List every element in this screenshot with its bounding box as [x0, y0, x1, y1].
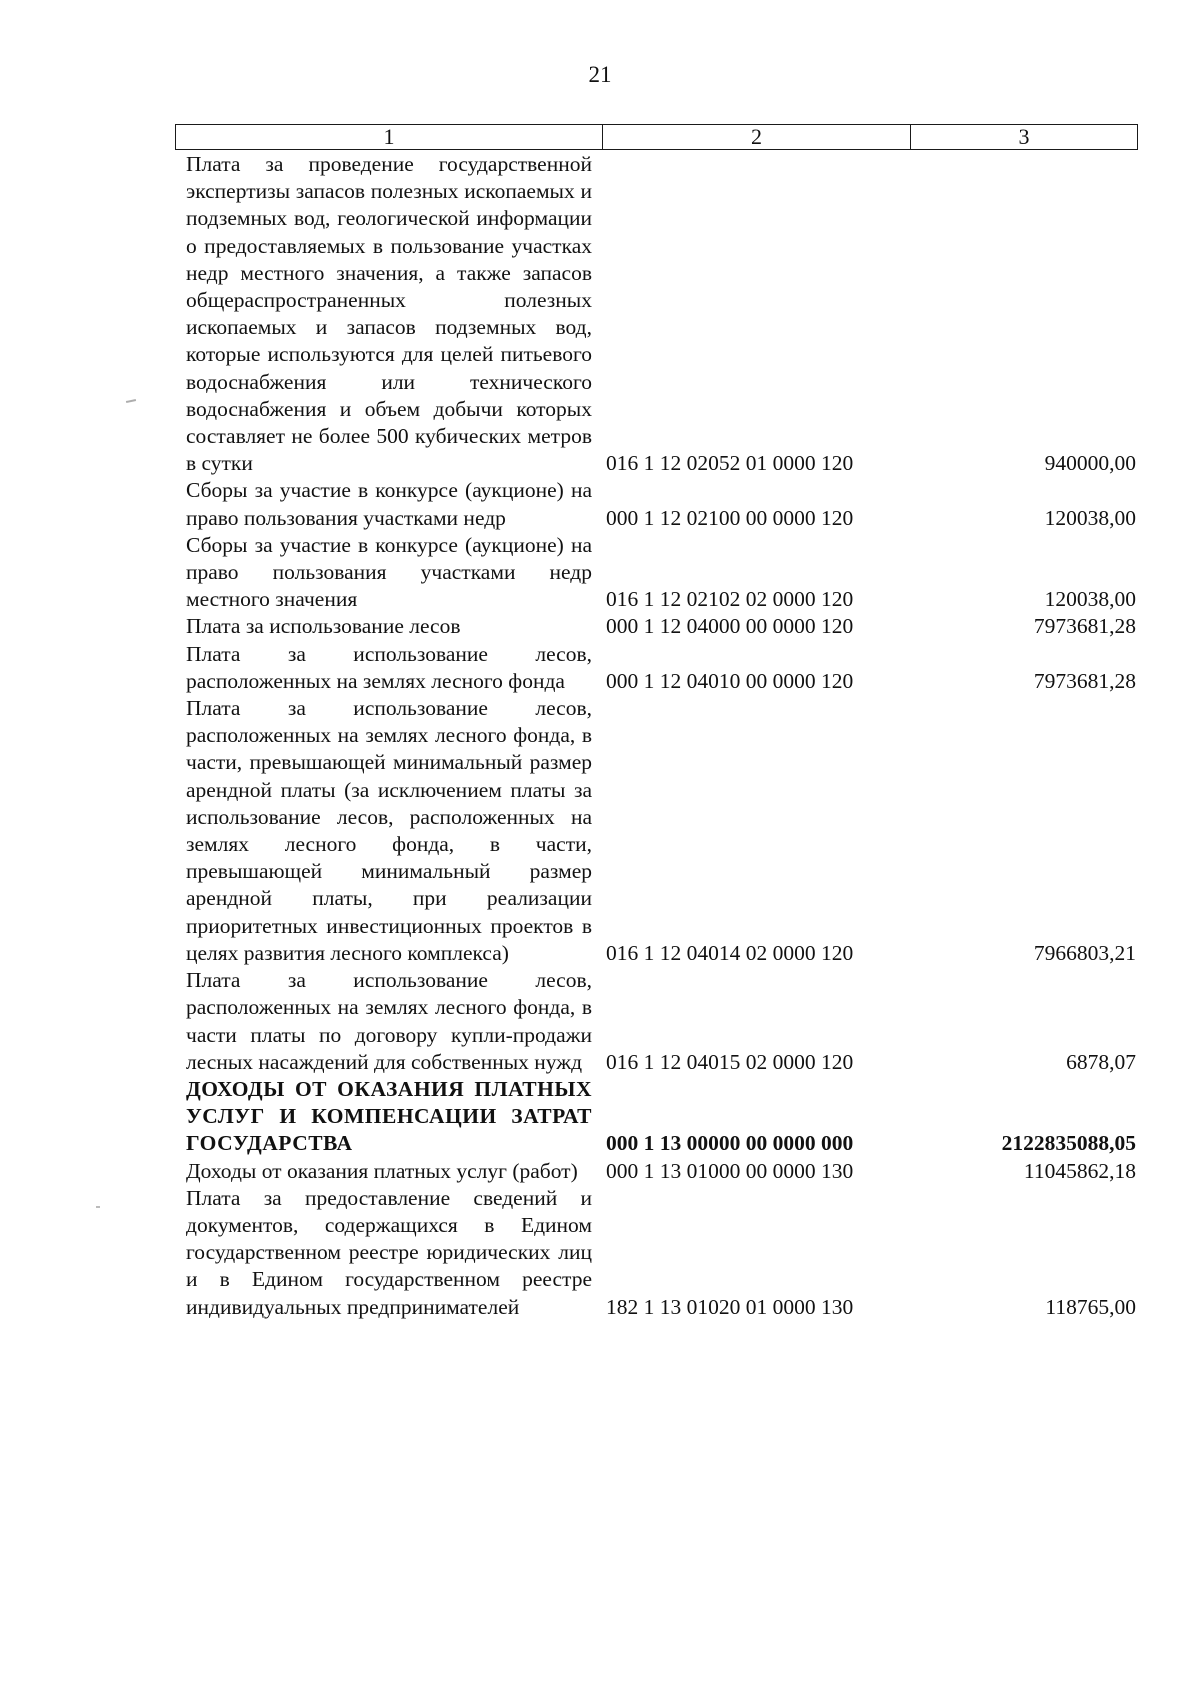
header-col-1: 1 [176, 125, 603, 149]
table-row [186, 1185, 1136, 1321]
row-description: Плата за использование лесов [186, 614, 461, 639]
row-description: Плата за использование лесов, расположенных на землях лесного фонда [186, 641, 592, 693]
row-code: 016 1 12 02052 01 0000 120 [606, 451, 854, 476]
row-code: 000 1 13 01000 00 0000 130 [606, 1158, 854, 1183]
row-description: Плата за предоставление сведений и документов, содержащихся в Едином государственном реестре юридических лиц и в Едином государственном реестре индивидуальных предпринимателей [186, 1185, 592, 1319]
row-code: 000 1 12 02100 00 0000 120 [606, 505, 854, 530]
row-code: 000 1 12 04000 00 0000 120 [606, 614, 854, 639]
row-description: Плата за использование лесов, расположенных на землях лесного фонда, в части платы по договору купли-продажи лесных насаждений для собственных нужд [186, 968, 592, 1074]
table-row [186, 613, 1136, 640]
table-body [186, 151, 1136, 1321]
row-amount: 940000,00 [1044, 451, 1136, 476]
row-amount: 7973681,28 [1033, 614, 1136, 639]
row-amount: 120038,00 [1044, 587, 1136, 612]
row-code: 016 1 12 02102 02 0000 120 [606, 587, 854, 612]
row-code: 182 1 13 01020 01 0000 130 [606, 1294, 854, 1319]
row-description: ДОХОДЫ ОТ ОКАЗАНИЯ ПЛАТНЫХ УСЛУГ И КОМПЕНСАЦИИ ЗАТРАТ ГОСУДАРСТВА [186, 1076, 592, 1156]
table-header [175, 124, 1138, 150]
page-number: 21 [588, 62, 612, 87]
row-amount: 11045862,18 [1023, 1158, 1136, 1183]
row-code: 016 1 12 04015 02 0000 120 [606, 1049, 854, 1074]
table-row [186, 641, 1136, 695]
row-description: Плата за использование лесов, расположенных на землях лесного фонда, в части, превышающей минимальный размер арендной платы (за исключением платы за использование лесов, расположенных на землях лесного фонда, в части, превышающей минимальный размер арендной платы, при реализации приоритетных инвестиционных проектов в целях развития лесного комплекса) [186, 696, 592, 965]
table-row [186, 477, 1136, 531]
row-code: 016 1 12 04014 02 0000 120 [606, 940, 854, 965]
row-description: Сборы за участие в конкурсе (аукционе) на право пользования участками недр местного значения [186, 532, 592, 612]
table-row [186, 695, 1136, 967]
row-code: 000 1 13 00000 00 0000 000 [606, 1131, 854, 1156]
table-row [186, 532, 1136, 614]
row-amount: 7973681,28 [1033, 668, 1136, 693]
table-row [186, 151, 1136, 477]
row-amount: 118765,00 [1045, 1294, 1136, 1319]
table-row [186, 967, 1136, 1076]
scan-speck [126, 399, 136, 403]
header-col-3: 3 [1018, 124, 1030, 149]
row-amount: 7966803,21 [1033, 940, 1136, 965]
row-description: Сборы за участие в конкурсе (аукционе) на право пользования участками недр [186, 478, 592, 530]
table-row-section-total [186, 1076, 1136, 1158]
row-amount: 6878,07 [1066, 1049, 1136, 1074]
row-description: Плата за проведение государственной экспертизы запасов полезных ископаемых и подземных вод, геологической информации о предоставляемых в пользование участках недр местного значения, а также запасов общераспространенных полезных ископаемых и запасов подземных вод, которые используются для целей питьевого водоснабжения или технического водоснабжения и объем добычи которых составляет не более 500 кубических метров в сутки [186, 152, 592, 476]
scan-speck [96, 1206, 100, 1208]
row-amount: 120038,00 [1044, 505, 1136, 530]
row-amount: 2122835088,05 [1001, 1131, 1136, 1156]
row-code: 000 1 12 04010 00 0000 120 [606, 668, 854, 693]
row-description: Доходы от оказания платных услуг (работ) [186, 1158, 578, 1183]
table-row [186, 1158, 1136, 1185]
header-col-2: 2 [603, 125, 911, 149]
